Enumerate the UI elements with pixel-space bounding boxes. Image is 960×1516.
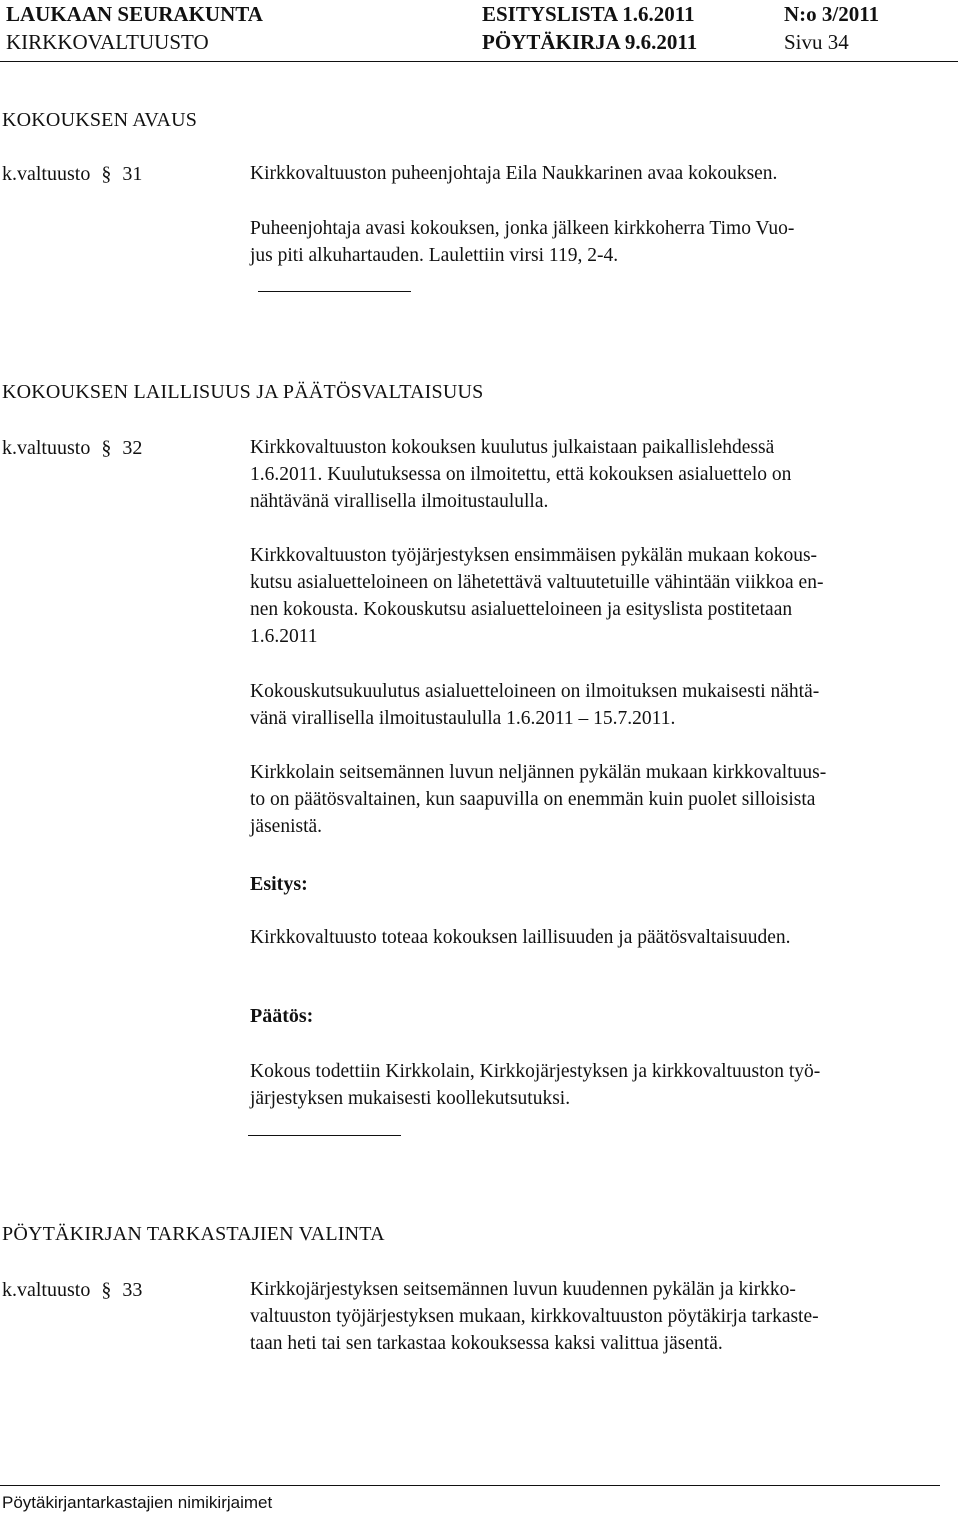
text-line: Kirkkovaltuusto toteaa kokouksen laillisuuden ja päätösvaltaisuuden.	[250, 927, 791, 948]
header-minutes: PÖYTÄKIRJA 9.6.2011	[482, 30, 698, 54]
footer-signatures-label: Pöytäkirjantarkastajien nimikirjaimet	[2, 1493, 273, 1512]
header-number: N:o 3/2011	[784, 2, 880, 26]
text-line: Kirkkovaltuuston kokouksen kuulutus julkaistaan paikallislehdessä	[250, 437, 775, 458]
text-line: taan heti tai sen tarkastaa kokouksessa kaksi valittua jäsentä.	[250, 1333, 723, 1354]
text-line: valtuuston työjärjestyksen mukaan, kirkkovaltuuston pöytäkirja tarkaste-	[250, 1306, 819, 1327]
paragraph	[250, 1276, 950, 1357]
section-number: 33	[122, 1279, 143, 1301]
text-line: Kokous todettiin Kirkkolain, Kirkkojärjestyksen ja kirkkovaltuuston työ-	[250, 1061, 821, 1082]
paragraph	[250, 678, 950, 732]
section-end-rule	[258, 291, 411, 292]
text-line: Puheenjohtaja avasi kokouksen, jonka jälkeen kirkkoherra Timo Vuo-	[250, 218, 795, 239]
text-line: jäsenistä.	[250, 816, 323, 837]
paragraph	[250, 759, 950, 840]
section-reference	[2, 162, 142, 186]
text-line: 1.6.2011	[250, 626, 318, 647]
section-heading: PÖYTÄKIRJAN TARKASTAJIEN VALINTA	[2, 1223, 385, 1245]
section-sign: §	[101, 1279, 112, 1301]
text-line: jus piti alkuhartauden. Laulettiin virsi 119, 2-4.	[250, 245, 619, 266]
text-line: 1.6.2011. Kuulutuksessa on ilmoitettu, että kokouksen asialuettelo on	[250, 464, 792, 485]
text-line: Kirkkovaltuuston työjärjestyksen ensimmäisen pykälän mukaan kokous-	[250, 545, 818, 566]
section-heading: KOKOUKSEN LAILLISUUS JA PÄÄTÖSVALTAISUUS	[2, 381, 484, 403]
header-rule	[0, 61, 958, 62]
proposal-label: Esitys:	[250, 873, 308, 895]
section-ref-label: k.valtuusto	[2, 1279, 91, 1301]
footer-rule	[0, 1485, 940, 1486]
paragraph	[250, 215, 950, 269]
section-sign: §	[101, 437, 112, 459]
section-heading: KOKOUKSEN AVAUS	[2, 109, 198, 131]
text-line: vänä virallisella ilmoitustaululla 1.6.2011 – 15.7.2011.	[250, 708, 676, 729]
section-ref-label: k.valtuusto	[2, 437, 91, 459]
text-line: Kokouskutsukuulutus asialuetteloineen on ilmoituksen mukaisesti nähtä-	[250, 681, 820, 702]
paragraph	[250, 542, 950, 650]
proposal-text	[250, 924, 950, 951]
paragraph	[250, 434, 950, 515]
section-reference	[2, 1278, 142, 1302]
text-line: kutsu asialuetteloineen on lähetettävä valtuutetuille vähintään viikkoa en-	[250, 572, 824, 593]
text-line: Kirkkovaltuuston puheenjohtaja Eila Naukkarinen avaa kokouksen.	[250, 163, 778, 184]
header-org: LAUKAAN SEURAKUNTA	[6, 2, 263, 26]
text-line: Kirkkolain seitsemännen luvun neljännen pykälän mukaan kirkkovaltuus-	[250, 762, 827, 783]
text-line: nen kokousta. Kokouskutsu asialuetteloineen ja esityslista postitetaan	[250, 599, 793, 620]
section-number: 31	[122, 163, 143, 185]
section-ref-label: k.valtuusto	[2, 163, 91, 185]
text-line: to on päätösvaltainen, kun saapuvilla on enemmän kuin puolet silloisista	[250, 789, 816, 810]
section-number: 32	[122, 437, 143, 459]
text-line: järjestyksen mukaisesti koollekutsutuksi.	[250, 1088, 571, 1109]
section-reference	[2, 436, 142, 460]
header-page: Sivu 34	[784, 30, 849, 54]
text-line: nähtävänä virallisella ilmoitustaululla.	[250, 491, 549, 512]
section-sign: §	[101, 163, 112, 185]
paragraph	[250, 160, 950, 187]
section-end-rule	[248, 1135, 401, 1136]
decision-text	[250, 1058, 950, 1112]
header-agenda: ESITYSLISTA 1.6.2011	[482, 2, 695, 26]
decision-label: Päätös:	[250, 1005, 314, 1027]
text-line: Kirkkojärjestyksen seitsemännen luvun kuudennen pykälän ja kirkko-	[250, 1279, 796, 1300]
header-body: KIRKKOVALTUUSTO	[6, 30, 209, 54]
